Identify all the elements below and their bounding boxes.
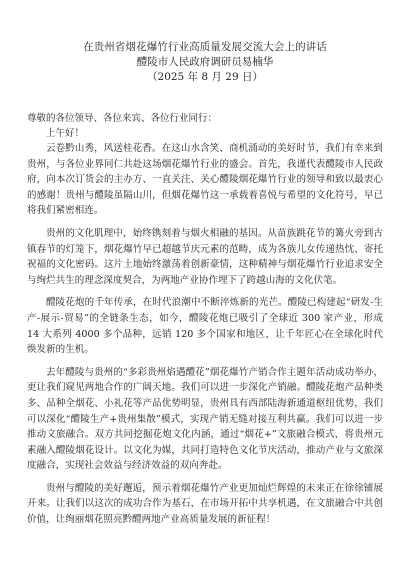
paragraph: 去年醴陵与贵州的“多彩贵州焰遇醴花”烟花爆竹产销合作主题年活动成功举办，更让我们窥见两地合作的广阔天地。我们可以进一步深化产销融。醴陵花炮产品种类多、品种全烟花、小礼花等产品优势明显，贵州具有西部陆海新通道枢纽优势，我们可以深化“醴陵生产+贵州集散”模式，实现产销无缝对接互利共赢。我们可以进一步推动文旅融合。双方共同挖掘花炮文化内涵，通过“烟花+”文旅融合模式，将贵州元素融入醴陵烟花设计。以文化为媒，共同打造特色文化节庆活动，推动产业与文旅深度融合，实现社会效益与经济效益的双向奔赴。 (27, 366, 383, 472)
speech-body (27, 111, 383, 528)
speech-date: （2025 年 8 月 29 日） (147, 71, 263, 83)
paragraph: 云卷黔山秀，风送桂花香。在这山水含笑、商机涌动的美好时节，我们有幸来到贵州，与各位业界同仁共赴这场烟花爆竹行业的盛会。首先，我谨代表醴陵市人民政府，向本次订货会的主办方、一直关注、关心醴陵烟花爆竹行业的领导和致以最衷心的感谢！贵州与醴陵虽隔山川，但烟花爆竹这一承载着喜悦与希望的文化符号，早已将我们紧密相连。 (27, 143, 383, 217)
speaker-line: 醴陵市人民政府调研员易楠华 (136, 56, 274, 68)
salutation: 尊敬的各位领导、各位来宾、各位行业同行： (27, 113, 218, 124)
paragraph: 醴陵花炮的千年传承，在时代浪潮中不断淬炼新的光芒。醴陵已构建起“研发-生产-展示-贸易”的全链条生态，如今，醴陵花炮已吸引了全球近 300 家产业，形成 14 大系列 4000 多个品种，远销 120 多个国家和地区，让千年匠心在全球化时代焕发新的生机。 (27, 297, 383, 356)
greeting: 上午好！ (46, 128, 85, 139)
paragraph: 贵州的文化肌理中，始终镌刻着与烟火相融的基因。从苗族跳花节的篝火旁到古镇春节的灯笼下，烟花爆竹早已超越节庆元素的范畴，成为各族儿女传递热忱、寄托祝福的文化密码。这片土地始终激荡着创新豪情，这种精神与烟花爆竹行业追求安全与绚烂共生的理念深度契合，为两地产业协作埋下了跨越山海的文化伏笔。 (27, 227, 383, 286)
speech-title: 在贵州省烟花爆竹行业高质量发展交流大会上的讲话 (83, 41, 327, 53)
paragraph: 贵州与醴陵的美好邂逅，预示着烟花爆竹产业更加灿烂辉煌的未来正在徐徐铺展开来。让我们以这次的成功合作为基石，在市场开拓中共享机遇，在文旅融合中共创价值，让绚丽烟花照亮黔醴两地产业高质量发展的新征程！ (27, 482, 383, 526)
document-header (27, 40, 383, 85)
